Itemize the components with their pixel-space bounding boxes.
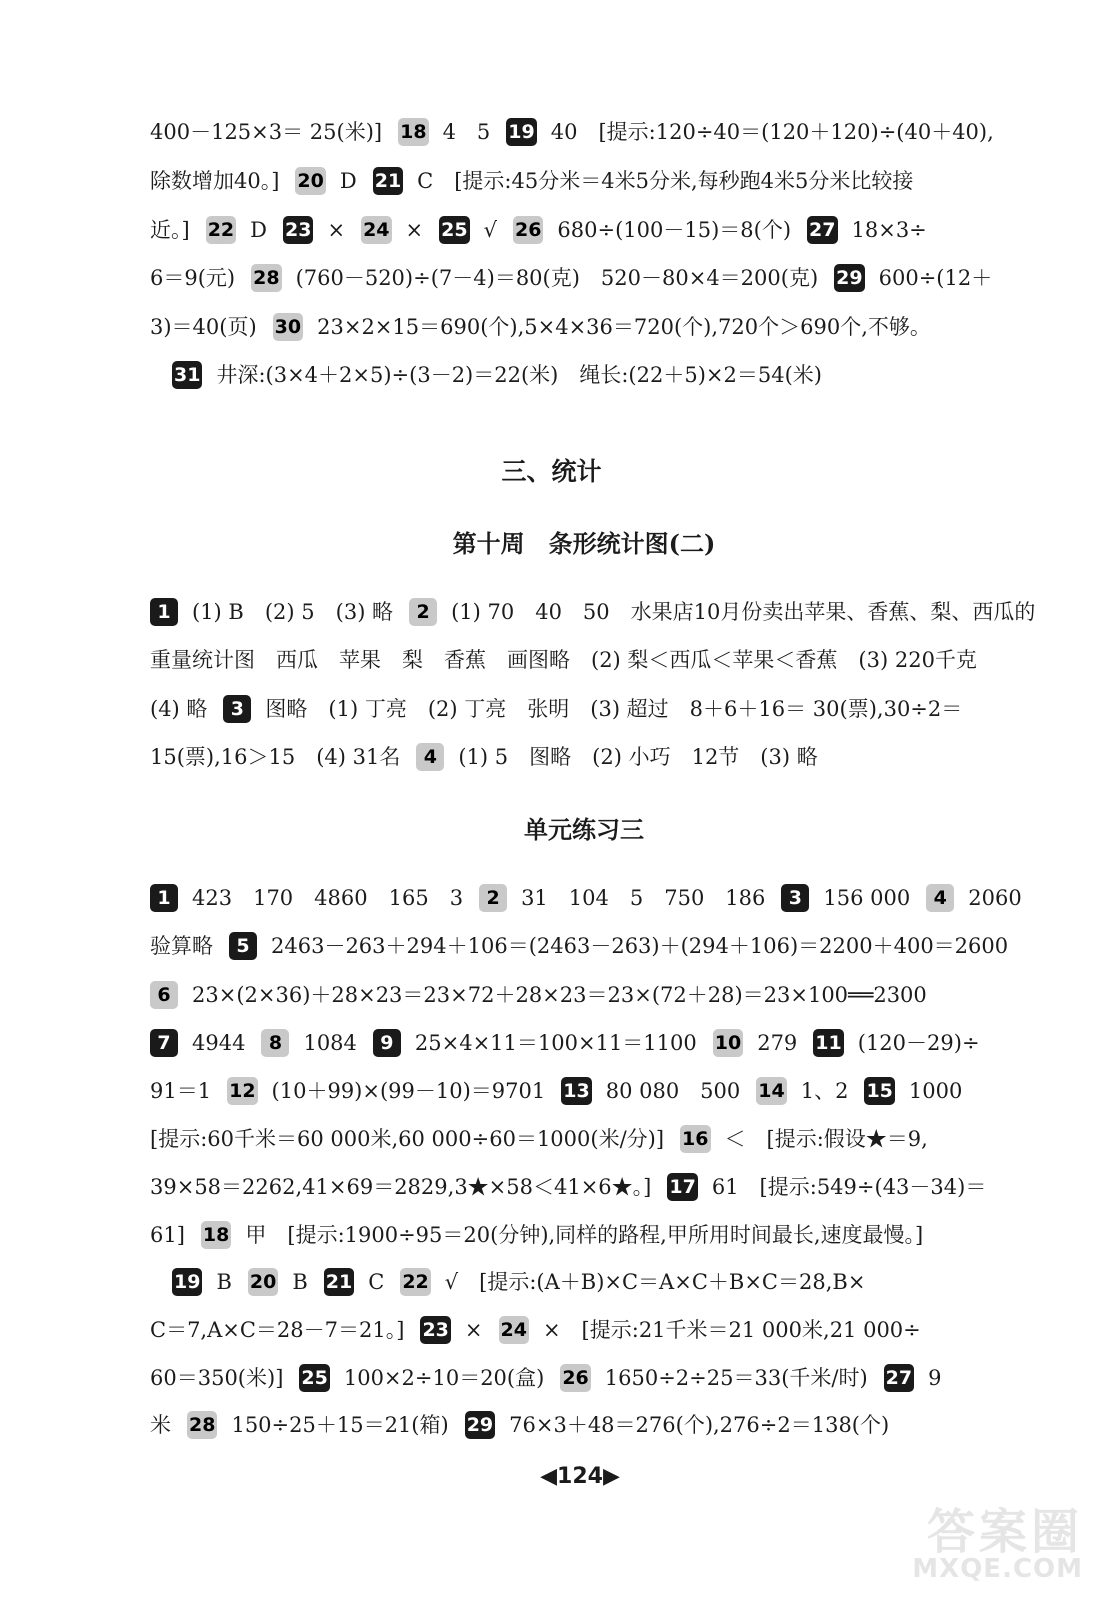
question-number-badge: 29 — [465, 1411, 495, 1439]
question-number-badge: 28 — [187, 1411, 217, 1439]
page-number-text: 124 — [557, 1463, 603, 1489]
question-number-badge: 21 — [373, 167, 403, 195]
question-number-badge: 23 — [420, 1316, 450, 1344]
answer-line — [150, 978, 1030, 1010]
question-number-badge: 27 — [884, 1364, 914, 1392]
answer-text: 6＝9(元) — [150, 265, 236, 290]
question-number-badge: 18 — [201, 1221, 231, 1249]
answer-line — [150, 1122, 1030, 1154]
answer-text: B — [292, 1269, 308, 1294]
question-number-badge: 10 — [713, 1029, 743, 1057]
question-number-badge: 30 — [273, 313, 303, 341]
answer-text: 9 — [928, 1365, 942, 1390]
answer-text: 验算略 — [150, 933, 213, 958]
answer-line — [150, 1361, 1030, 1393]
answer-line — [150, 595, 1036, 627]
answer-text: 2463－263＋294＋106＝(2463－263)＋(294＋106)＝2200＋400＝2600 — [271, 933, 1009, 958]
answer-text: 76×3＋48＝276(个),276÷2＝138(个) — [509, 1412, 890, 1437]
question-number-badge: 8 — [261, 1029, 289, 1057]
answer-text: 23×(2×36)＋28×23＝23×72＋28×23＝23×(72＋28)＝23×100══2300 — [192, 982, 927, 1007]
answer-text: 80 080 500 — [605, 1078, 741, 1103]
answer-text: 井深:(3×4＋2×5)÷(3－2)＝22(米) 绳长:(22＋5)×2＝54(米) — [216, 362, 822, 387]
answer-text: √ [提示:(A＋B)×C＝A×C＋B×C＝28,B× — [444, 1269, 866, 1294]
answer-text: B — [216, 1269, 232, 1294]
answer-text: 91＝1 — [150, 1078, 212, 1103]
answer-line — [150, 115, 1030, 147]
question-number-badge: 3 — [781, 884, 809, 912]
answer-text: C＝7,A×C＝28－7＝21。] — [150, 1317, 405, 1342]
question-number-badge: 25 — [439, 216, 469, 244]
triangle-right-icon: ▶ — [602, 1463, 620, 1489]
question-number-badge: 23 — [283, 216, 313, 244]
answer-text: √ — [483, 217, 497, 242]
answer-text: × [提示:21千米＝21 000米,21 000÷ — [542, 1317, 921, 1342]
question-number-badge: 15 — [864, 1077, 894, 1105]
week-title: 第十周 条形统计图(二) — [452, 529, 716, 558]
question-number-badge: 5 — [229, 932, 257, 960]
question-number-badge: 28 — [251, 264, 281, 292]
answer-text: C — [368, 1269, 385, 1294]
answer-line — [150, 310, 1030, 342]
answer-text: 680÷(100－15)＝8(个) — [557, 217, 792, 242]
question-number-badge: 24 — [499, 1316, 529, 1344]
question-number-badge: 26 — [513, 216, 543, 244]
watermark-logo: 答案圈 — [926, 1504, 1083, 1560]
question-number-badge: 25 — [299, 1364, 329, 1392]
question-number-badge: 19 — [172, 1268, 202, 1296]
answer-text: 279 — [757, 1030, 798, 1055]
answer-text: 3)＝40(页) — [150, 314, 257, 339]
question-number-badge: 3 — [223, 695, 251, 723]
answer-text: D — [339, 168, 357, 193]
answer-text: (4) 略 — [150, 696, 208, 721]
answer-text: 40 [提示:120÷40＝(120＋120)÷(40＋40), — [550, 119, 994, 144]
question-number-badge: 27 — [807, 216, 837, 244]
answer-text: 图略 (1) 丁亮 (2) 丁亮 张明 (3) 超过 8＋6＋16＝ 30(票),30÷2＝ — [265, 696, 963, 721]
question-number-badge: 12 — [227, 1077, 257, 1105]
answer-line — [150, 164, 1030, 196]
answer-line — [150, 1074, 1030, 1106]
question-number-badge: 13 — [561, 1077, 591, 1105]
answer-text: 15(票),16＞15 (4) 31名 — [150, 744, 401, 769]
watermark — [912, 1504, 1083, 1584]
answer-text: 近。] — [150, 217, 190, 242]
answer-line — [150, 929, 1030, 961]
answer-text: [提示:60千米＝60 000米,60 000÷60＝1000(米/分)] — [150, 1126, 665, 1151]
question-number-badge: 14 — [756, 1077, 786, 1105]
unit-title: 单元练习三 — [524, 815, 644, 844]
answer-text: 1650÷2÷25＝33(千米/时) — [604, 1365, 868, 1390]
answer-text: (760－520)÷(7－4)＝80(克) 520－80×4＝200(克) — [295, 265, 819, 290]
answer-text: (1) 5 图略 (2) 小巧 12节 (3) 略 — [458, 744, 818, 769]
question-number-badge: 20 — [248, 1268, 278, 1296]
answer-text: 重量统计图 西瓜 苹果 梨 香蕉 画图略 (2) 梨＜西瓜＜苹果＜香蕉 (3) 220千克 — [150, 647, 977, 672]
answer-text: 25×4×11＝100×11＝1100 — [414, 1030, 697, 1055]
answer-text: 18×3÷ — [851, 217, 927, 242]
answer-text: × — [464, 1317, 483, 1342]
answer-text: 甲 [提示:1900÷95＝20(分钟),同样的路程,甲所用时间最长,速度最慢。] — [245, 1222, 924, 1247]
answer-text: (1) 70 40 50 水果店10月份卖出苹果、香蕉、梨、西瓜的 — [451, 599, 1036, 624]
question-number-badge: 21 — [324, 1268, 354, 1296]
watermark-url: MXQE.COM — [912, 1554, 1083, 1584]
answer-text: 61] — [150, 1222, 185, 1247]
answer-text: (1) B (2) 5 (3) 略 — [192, 599, 394, 624]
answer-line — [150, 692, 1030, 724]
answer-line — [150, 740, 1030, 772]
answer-line — [150, 213, 1030, 245]
answer-text: (10＋99)×(99－10)＝9701 — [271, 1078, 546, 1103]
triangle-left-icon: ◀ — [540, 1463, 558, 1489]
question-number-badge: 17 — [667, 1173, 697, 1201]
answer-text: 4 5 — [442, 119, 491, 144]
question-number-badge: 2 — [409, 598, 437, 626]
answer-text: 4944 — [192, 1030, 246, 1055]
question-number-badge: 1 — [150, 884, 178, 912]
question-number-badge: 2 — [479, 884, 507, 912]
answer-text: (120－29)÷ — [857, 1030, 980, 1055]
question-number-badge: 26 — [560, 1364, 590, 1392]
answer-text: 423 170 4860 165 3 — [192, 885, 464, 910]
question-number-badge: 22 — [206, 216, 236, 244]
answer-text: 39×58＝2262,41×69＝2829,3★×58＜41×6★。] — [150, 1174, 652, 1199]
question-number-badge: 9 — [373, 1029, 401, 1057]
answer-text: × — [327, 217, 346, 242]
answer-line — [150, 261, 1030, 293]
answer-text: × — [405, 217, 424, 242]
answer-text: 31 104 5 750 186 — [521, 885, 766, 910]
answer-line — [150, 1026, 1030, 1058]
question-number-badge: 7 — [150, 1029, 178, 1057]
answer-text: 1、2 — [800, 1078, 849, 1103]
question-number-badge: 4 — [926, 884, 954, 912]
question-number-badge: 22 — [400, 1268, 430, 1296]
answer-line — [150, 1170, 1030, 1202]
answer-text: 150÷25＋15＝21(箱) — [231, 1412, 449, 1437]
section-title: 三、统计 — [501, 457, 602, 486]
answer-text: C [提示:45分米＝4米5分米,每秒跑4米5分米比较接 — [417, 168, 914, 193]
answer-text: 1000 — [908, 1078, 963, 1103]
answer-text: 600÷(12＋ — [878, 265, 993, 290]
answer-text: 60＝350(米)] — [150, 1365, 284, 1390]
answer-text: 61 [提示:549÷(43－34)＝ — [711, 1174, 987, 1199]
answer-text: 2060 — [968, 885, 1022, 910]
question-number-badge: 4 — [416, 743, 444, 771]
answer-text: 1084 — [303, 1030, 357, 1055]
question-number-badge: 29 — [834, 264, 864, 292]
answer-line — [150, 1313, 1030, 1345]
answer-text: 米 — [150, 1412, 171, 1437]
answer-text: 100×2÷10＝20(盒) — [343, 1365, 545, 1390]
question-number-badge: 1 — [150, 598, 178, 626]
page-number — [0, 1463, 1103, 1489]
answer-line — [150, 881, 1030, 913]
question-number-badge: 20 — [295, 167, 325, 195]
question-number-badge: 19 — [506, 118, 536, 146]
answer-text: 400－125×3＝ 25(米)] — [150, 119, 383, 144]
answer-text: 156 000 — [823, 885, 911, 910]
answer-text: 23×2×15＝690(个),5×4×36＝720(个),720个＞690个,不够。 — [317, 314, 931, 339]
question-number-badge: 11 — [813, 1029, 843, 1057]
answer-line — [150, 1218, 1030, 1250]
question-number-badge: 24 — [361, 216, 391, 244]
question-number-badge: 6 — [150, 981, 178, 1009]
answer-line — [150, 358, 1030, 390]
answer-line — [150, 1408, 1030, 1440]
answer-line — [150, 643, 1030, 675]
answer-line — [150, 1265, 1030, 1297]
question-number-badge: 31 — [172, 361, 202, 389]
question-number-badge: 18 — [398, 118, 428, 146]
answer-text: D — [250, 217, 267, 242]
answer-text: ＜ [提示:假设★＝9, — [724, 1126, 928, 1151]
question-number-badge: 16 — [680, 1125, 710, 1153]
answer-text: 除数增加40。] — [150, 168, 280, 193]
